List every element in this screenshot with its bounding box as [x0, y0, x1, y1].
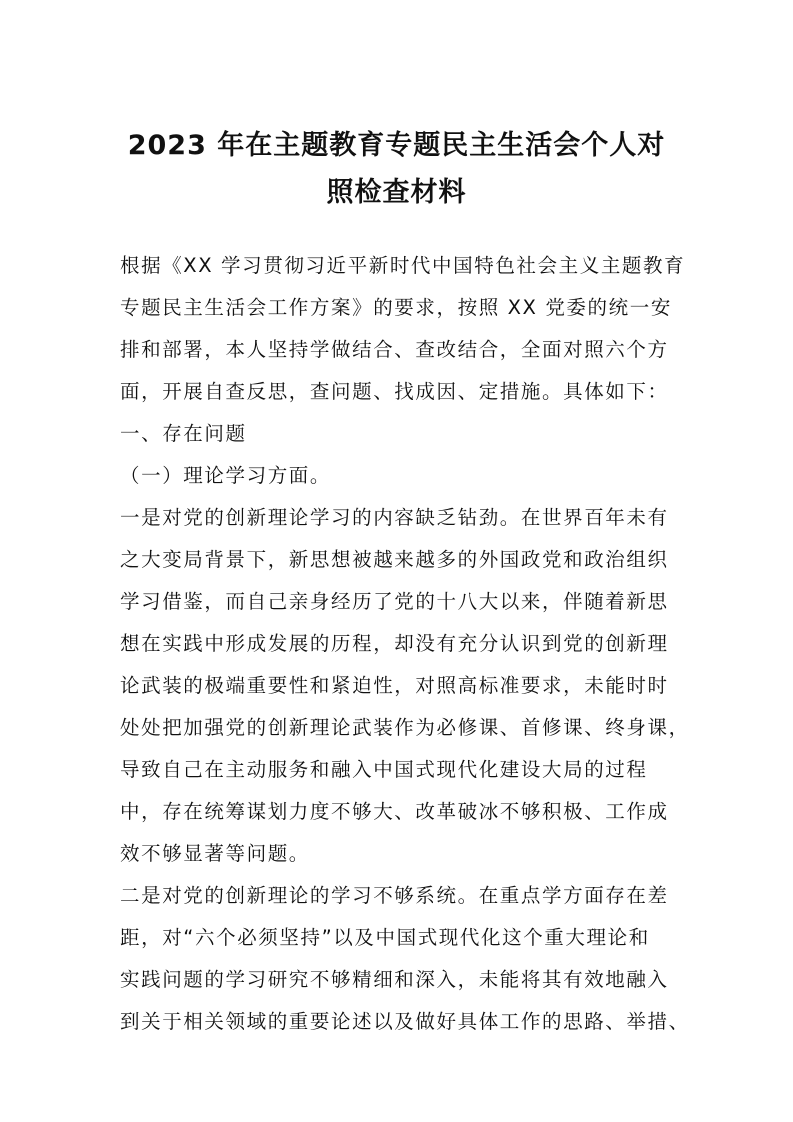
body-line: 处处把加强党的创新理论武装作为必修课、首修课、终身课，: [120, 716, 690, 739]
body-line: 论武装的极端重要性和紧迫性，对照高标准要求，未能时时: [120, 674, 669, 697]
body-line: 中，存在统筹谋划力度不够大、改革破冰不够积极、工作成: [120, 800, 669, 823]
document-title-line-1: 2023 年在主题教育专题民主生活会个人对: [127, 130, 666, 161]
body-line: 效不够显著等问题。: [120, 842, 310, 865]
body-line: 一是对党的创新理论学习的内容缺乏钻劲。在世界百年未有: [120, 506, 669, 529]
body-line: 二是对党的创新理论的学习不够系统。在重点学方面存在差: [120, 884, 669, 907]
body-line: 距，对“六个必须坚持”以及中国式现代化这个重大理论和: [120, 926, 650, 949]
body-line: 专题民主生活会工作方案》的要求，按照 XX 党委的统一安: [120, 296, 672, 319]
subsection-heading: （一）理论学习方面。: [120, 464, 332, 487]
body-line: 面，开展自查反思，查问题、找成因、定措施。具体如下：: [120, 380, 669, 403]
document-title-line-2: 照检查材料: [326, 177, 467, 208]
body-line: 想在实践中形成发展的历程，却没有充分认识到党的创新理: [120, 632, 669, 655]
body-line: 之大变局背景下，新思想被越来越多的外国政党和政治组织: [120, 548, 669, 571]
body-line: 排和部署，本人坚持学做结合、查改结合，全面对照六个方: [120, 338, 669, 361]
body-line: 导致自己在主动服务和融入中国式现代化建设大局的过程: [120, 758, 648, 781]
body-line: 到关于相关领域的重要论述以及做好具体工作的思路、举措、: [120, 1010, 690, 1033]
document-body: [120, 245, 690, 1043]
section-heading: 一、存在问题: [120, 422, 247, 445]
body-line: 根据《XX 学习贯彻习近平新时代中国特色社会主义主题教育: [120, 254, 686, 277]
body-line: 学习借鉴，而自己亲身经历了党的十八大以来，伴随着新思: [120, 590, 669, 613]
body-line: 实践问题的学习研究不够精细和深入，未能将其有效地融入: [120, 968, 669, 991]
